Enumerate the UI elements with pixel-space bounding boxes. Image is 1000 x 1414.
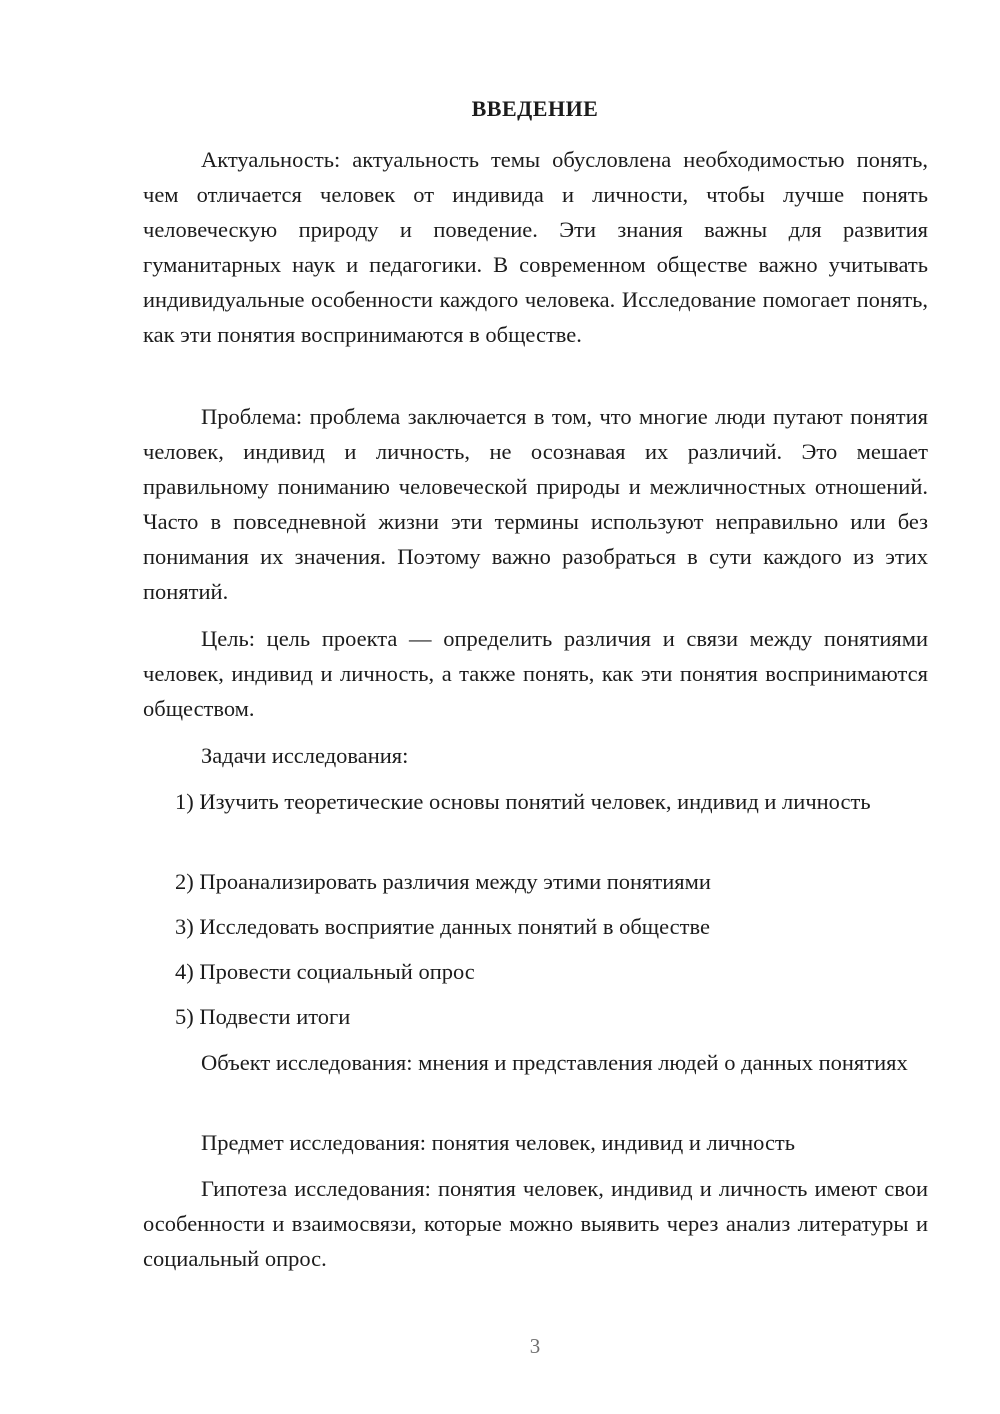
task-item-5: 5) Подвести итоги bbox=[175, 1004, 351, 1029]
task-item-2: 2) Проанализировать различия между этими понятиями bbox=[175, 869, 711, 894]
problem-paragraph: Проблема: проблема заключается в том, что многие люди путают понятия человек, индивид и личность, не осознавая их различий. Это мешает правильному пониманию человеческой природы и межличностных отношений. Часто в повседневной жизни эти термины используют неправильно или без понимания их значения. Поэтому важно разобраться в сути каждого из этих понятий. bbox=[143, 404, 928, 604]
subject-paragraph: Предмет исследования: понятия человек, индивид и личность bbox=[201, 1130, 796, 1155]
task-item-1: 1) Изучить теоретические основы понятий человек, индивид и личность bbox=[175, 789, 871, 814]
page-title: ВВЕДЕНИЕ bbox=[471, 96, 599, 121]
object-paragraph: Объект исследования: мнения и представления людей о данных понятиях bbox=[201, 1050, 908, 1075]
goal-paragraph: Цель: цель проекта — определить различия и связи между понятиями человек, индивид и личность, а также понять, как эти понятия воспринимаются обществом. bbox=[143, 626, 928, 721]
hypothesis-paragraph: Гипотеза исследования: понятия человек, индивид и личность имеют свои особенности и взаимосвязи, которые можно выявить через анализ литературы и социальный опрос. bbox=[143, 1176, 928, 1271]
relevance-paragraph: Актуальность: актуальность темы обусловлена необходимостью понять, чем отличается человек от индивида и личности, чтобы лучше понять человеческую природу и поведение. Эти знания важны для развития гуманитарных наук и педагогики. В современном обществе важно учитывать индивидуальные особенности каждого человека. Исследование помогает понять, как эти понятия воспринимаются в обществе. bbox=[143, 147, 928, 347]
task-item-3: 3) Исследовать восприятие данных понятий в обществе bbox=[175, 914, 710, 939]
task-item-4: 4) Провести социальный опрос bbox=[175, 959, 475, 984]
page-number: 3 bbox=[529, 1334, 541, 1358]
tasks-heading: Задачи исследования: bbox=[201, 743, 409, 768]
